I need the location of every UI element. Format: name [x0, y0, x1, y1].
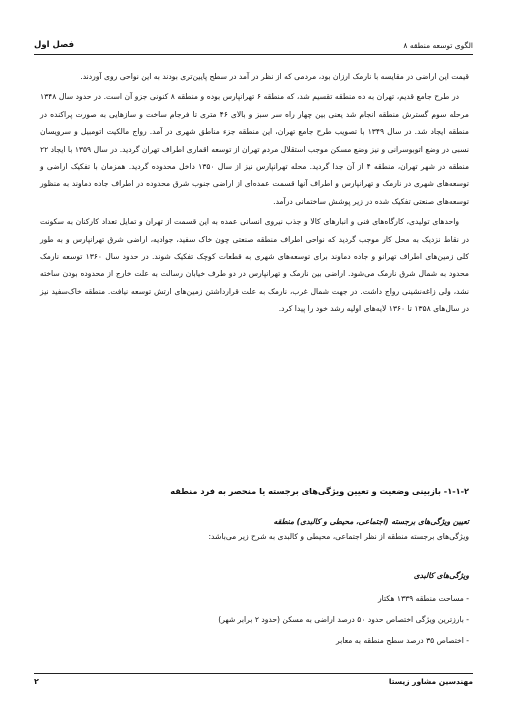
list-item: - بارزترین ویژگی اختصاص حدود ۵۰ درصد اراضی به مسکن (حدود ۲ برابر شهر) [218, 615, 469, 624]
physical-features-list [40, 588, 469, 651]
document-title: الگوی توسعه منطقه ۸ [403, 40, 473, 50]
chapter-label: فصل اول [34, 40, 75, 50]
body-text [40, 68, 469, 318]
list-item: - مساحت منطقه ۱۳۳۹ هکتار [377, 594, 469, 603]
list-item: - اختصاص ۳۵ درصد سطح منطقه به معابر [335, 636, 469, 645]
page-footer [34, 673, 473, 688]
subsection-heading: تعیین ویژگی‌های برجسته (اجتماعی، محیطی و کالبدی) منطقه [273, 517, 469, 526]
paragraph: در طرح جامع قدیم، تهران به ده منطقه تقسیم شد، که منطقه ۶ تهرانپارس بوده و منطقه ۸ کنونی جزو آن است. در حدود سال ۱۳۴۸ مرحله سوم گسترش منطقه انجام شد یعنی بین چهار راه سر سبز و بالای ۴۶ متری تا فرجام ساخت و سازهایی به صورت پراکنده در منطقه ایجاد شد. در سال ۱۳۴۹ با تصویب طرح جامع تهران، این منطقه جزء مناطق شهری در آمد. رواج مالکیت اتومبیل و سرویسان نسبی در وضع اتوبوسرانی و نیز وضع مسکن موجب استقلال مردم تهران از توسعه اقماری اطراف تهران گردید. در سال ۱۳۵۹ با ایجاد ۲۲ منطقه در شهر تهران، منطقه ۴ از آن جدا گردید. محله تهرانپارس نیز از سال ۱۳۵۰ داخل محدوده گردید. همزمان با تفکیک اراضی و توسعه‌های شهری در نارمک و تهرانپارس و اطراف آنها قسمت عمده‌ای از اراضی جنوب شرق محدوده در اطراف جاده دماوند به منظور توسعه‌های صنعتی تفکیک شده در زیر پوشش ساختمانی درآمد. [40, 92, 470, 206]
paragraph: واحدهای تولیدی، کارگاه‌های فنی و انبارهای کالا و جذب نیروی انسانی عمده به این قسمت از تهران و تمایل تعداد کارکنان به سکونت در نقاط نزدیک به محل کار موجب گردید که نواحی اطراف منطقه صنعتی چون خاک سفید، جوادیه، اراضی شرق تهرانپارس و به طور کلی زمین‌های اطراف تهرانو و جاده دماوند برای توسعه‌های شهری به قطعات کوچک تفکیک شوند. در حدود سال ۱۳۶۰ توسعه نارمک محدود به شمال شرق نارمک می‌شود. اراضی بین نارمک و تهرانپارس در دو طرف خیابان رسالت به علت خارج از محدوده بودن ساخته نشد، ولی زاغه‌نشینی رواج داشت. در جهت شمال غرب، نارمک به علت قرارداشتن زمین‌های ارتش توسعه نیافت. منطقه خاک‌سفید نیز در سال‌های ۱۳۵۸ تا ۱۳۶۰ لایه‌های اولیه رشد خود را پیدا کرد. [40, 217, 469, 314]
section-heading: ۱-۱-۲- بازبینی وضعیت و تعیین ویژگی‌های برجسته یا منحصر به فرد منطقه [170, 486, 469, 496]
physical-features-heading: ویژگی‌های کالبدی [413, 571, 469, 580]
subsection-intro: ویژگی‌های برجسته منطقه از نظر اجتماعی، محیطی و کالبدی به شرح زیر می‌باشد: [208, 532, 469, 541]
page-header [34, 36, 473, 55]
page-number: ۲ [34, 676, 39, 686]
paragraph: قیمت این اراضی در مقایسه با نارمک ارزان بود، مردمی که از نظر در آمد در سطح پایین‌تری بودند به این نواحی روی آوردند. [80, 72, 469, 81]
consultant-name: مهندسین مشاور زیستا [388, 676, 473, 686]
